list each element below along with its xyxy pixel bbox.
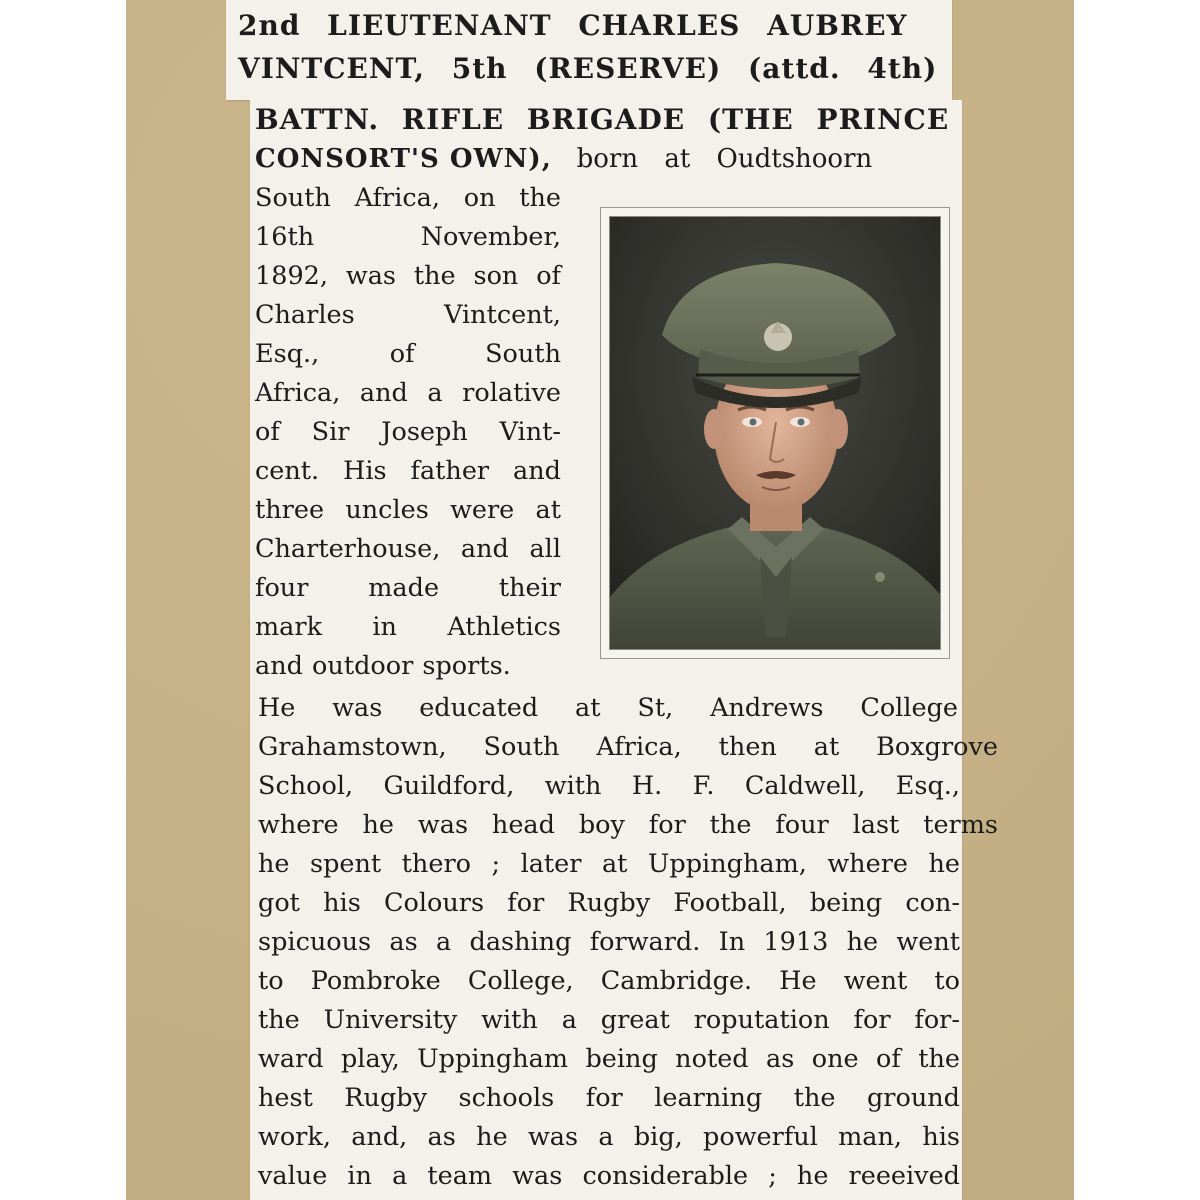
body-line-8: to Pombroke College, Cambridge. He went to — [258, 966, 960, 996]
body-line-9: the University with a great roputation for for- — [258, 1005, 960, 1035]
portrait-illustration — [610, 217, 941, 650]
body-line-11: hest Rugby schools for learning the ground — [258, 1083, 960, 1113]
body-line-3: School, Guildford, with H. F. Caldwell, Esq., — [258, 771, 960, 801]
heading-line-2: VINTCENT, 5th (RESERVE) (attd. 4th) — [238, 52, 938, 85]
column-line-13: and outdoor sports. — [255, 651, 511, 681]
portrait-photo — [609, 216, 941, 650]
body-line-7: spicuous as a dashing forward. In 1913 he went — [258, 927, 960, 957]
column-line-10: Charterhouse, and all — [255, 534, 561, 564]
column-line-8: cent. His father and — [255, 456, 561, 486]
heading-line-4-caps: CONSORT'S OWN), — [255, 144, 552, 174]
left-ear — [704, 409, 724, 449]
column-line-4: Charles Vintcent, — [255, 300, 561, 330]
heading-line-4 — [255, 146, 872, 172]
column-line-9: three uncles were at — [255, 495, 561, 525]
heading-line-1: 2nd LIEUTENANT CHARLES AUBREY — [238, 9, 908, 42]
column-line-5: Esq., of South — [255, 339, 561, 369]
column-line-2: 16th November, — [255, 222, 561, 252]
body-line-12: work, and, as he was a big, powerful man, his — [258, 1122, 960, 1152]
column-line-11: four made their — [255, 573, 561, 603]
body-line-13: value in a team was considerable ; he reeeived — [258, 1161, 960, 1191]
body-line-10: ward play, Uppingham being noted as one of the — [258, 1044, 960, 1074]
column-line-6: Africa, and a rolative — [255, 378, 561, 408]
column-line-12: mark in Athletics — [255, 612, 561, 642]
column-line-1: South Africa, on the — [255, 183, 561, 213]
body-line-1: He was educated at St, Andrews College — [258, 693, 958, 723]
shoulder-button — [875, 572, 885, 582]
body-line-6: got his Colours for Rugby Football, being con- — [258, 888, 960, 918]
right-iris — [798, 419, 805, 426]
body-line-5: he spent thero ; later at Uppingham, where he — [258, 849, 960, 879]
heading-line-3: BATTN. RIFLE BRIGADE (THE PRINCE — [255, 103, 950, 136]
column-line-7: of Sir Joseph Vint- — [255, 417, 561, 447]
column-line-3: 1892, was the son of — [255, 261, 561, 291]
body-line-2: Grahamstown, South Africa, then at Boxgrove — [258, 732, 998, 762]
right-ear — [828, 409, 848, 449]
left-iris — [750, 419, 757, 426]
body-line-4: where he was head boy for the four last terms — [258, 810, 998, 840]
heading-line-4-rest: born at Oudtshoorn — [576, 144, 873, 174]
photo-mat — [600, 207, 950, 659]
